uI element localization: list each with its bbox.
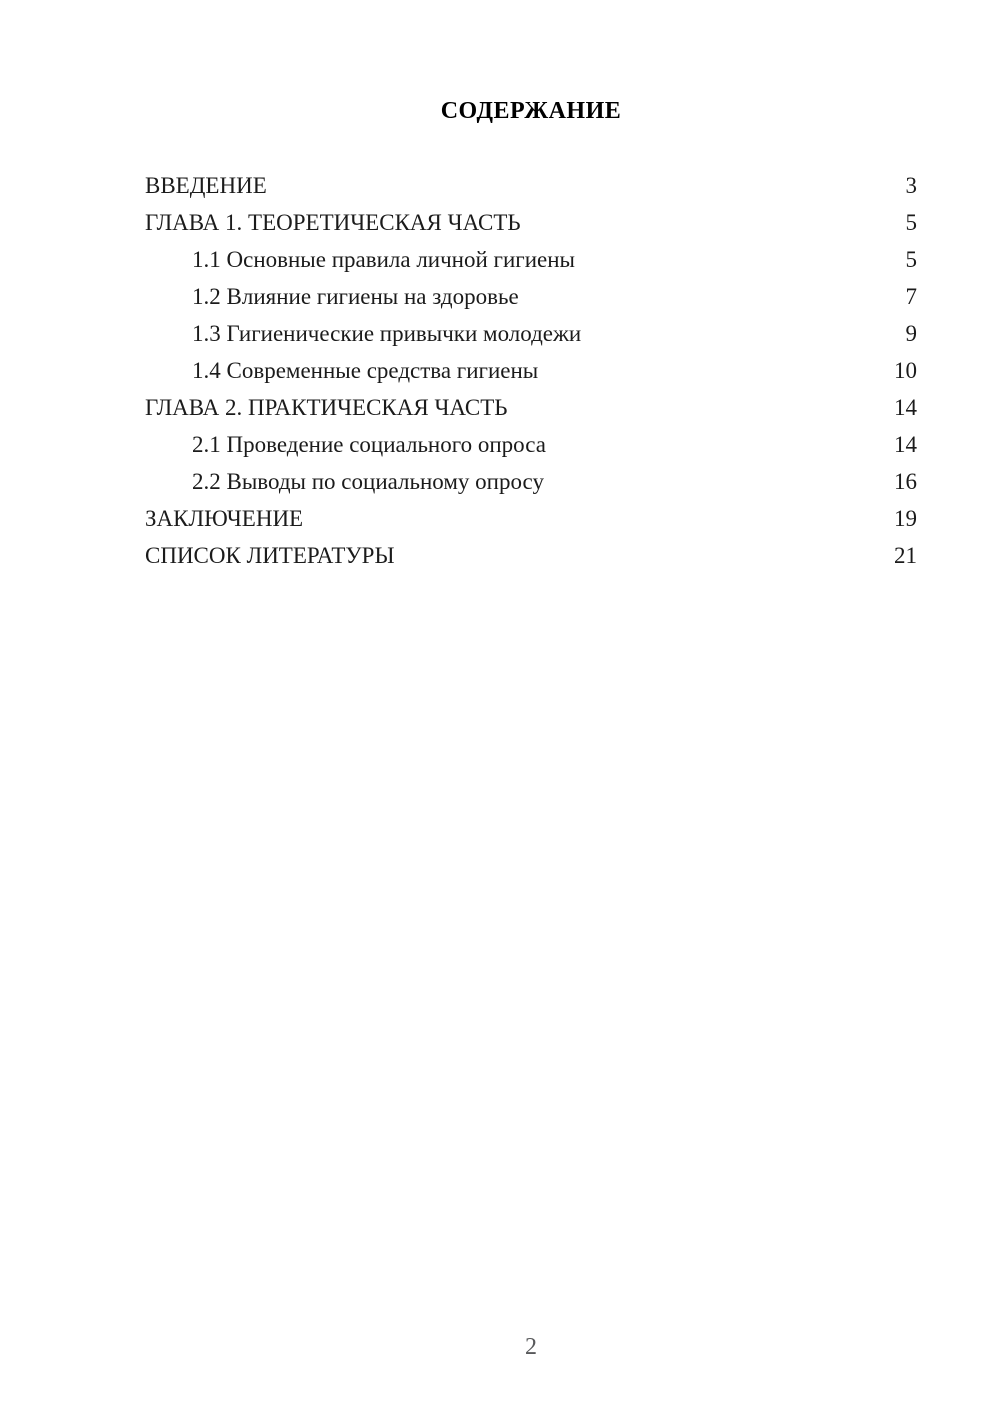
toc-entry-page: 19 (894, 506, 917, 531)
toc-entry (145, 204, 917, 241)
toc-entry-label: 2.1 Проведение социального опроса (192, 432, 546, 457)
toc-entry-page: 3 (905, 173, 917, 198)
toc-entry-label: 1.1 Основные правила личной гигиены (192, 247, 576, 272)
toc-entry-page: 9 (905, 321, 917, 346)
toc-entry-label: 1.2 Влияние гигиены на здоровье (192, 284, 519, 309)
toc-entry-page: 5 (905, 210, 917, 235)
toc-entry-page: 21 (894, 543, 917, 568)
toc-title: СОДЕРЖАНИЕ (440, 98, 622, 124)
toc-entry (145, 389, 917, 426)
toc-entry (145, 352, 917, 389)
toc-entry-label: 2.2 Выводы по социальному опросу (192, 469, 544, 494)
toc-entry (145, 278, 917, 315)
toc-entry (145, 426, 917, 463)
toc-entry-page: 16 (894, 469, 917, 494)
toc-entry-label: 1.4 Современные средства гигиены (192, 358, 539, 383)
toc-entry-label: СПИСОК ЛИТЕРАТУРЫ (145, 543, 395, 568)
toc-entry (145, 241, 917, 278)
toc-entry (145, 315, 917, 352)
toc-entry (145, 463, 917, 500)
toc-entry-label: ГЛАВА 2. ПРАКТИЧЕСКАЯ ЧАСТЬ (145, 395, 508, 420)
toc-entry-page: 7 (905, 284, 917, 309)
toc-entry (145, 167, 917, 204)
page-number: 2 (525, 1334, 537, 1360)
toc-entry-page: 10 (894, 358, 917, 383)
toc-entry-page: 14 (894, 432, 917, 457)
table-of-contents (145, 167, 917, 574)
toc-entry (145, 537, 917, 574)
toc-entry (145, 500, 917, 537)
toc-entry-page: 5 (905, 247, 917, 272)
toc-entry-page: 14 (894, 395, 917, 420)
toc-entry-label: ВВЕДЕНИЕ (145, 173, 267, 198)
toc-entry-label: ЗАКЛЮЧЕНИЕ (145, 506, 304, 531)
toc-entry-label: ГЛАВА 1. ТЕОРЕТИЧЕСКАЯ ЧАСТЬ (145, 210, 521, 235)
toc-entry-label: 1.3 Гигиенические привычки молодежи (192, 321, 582, 346)
